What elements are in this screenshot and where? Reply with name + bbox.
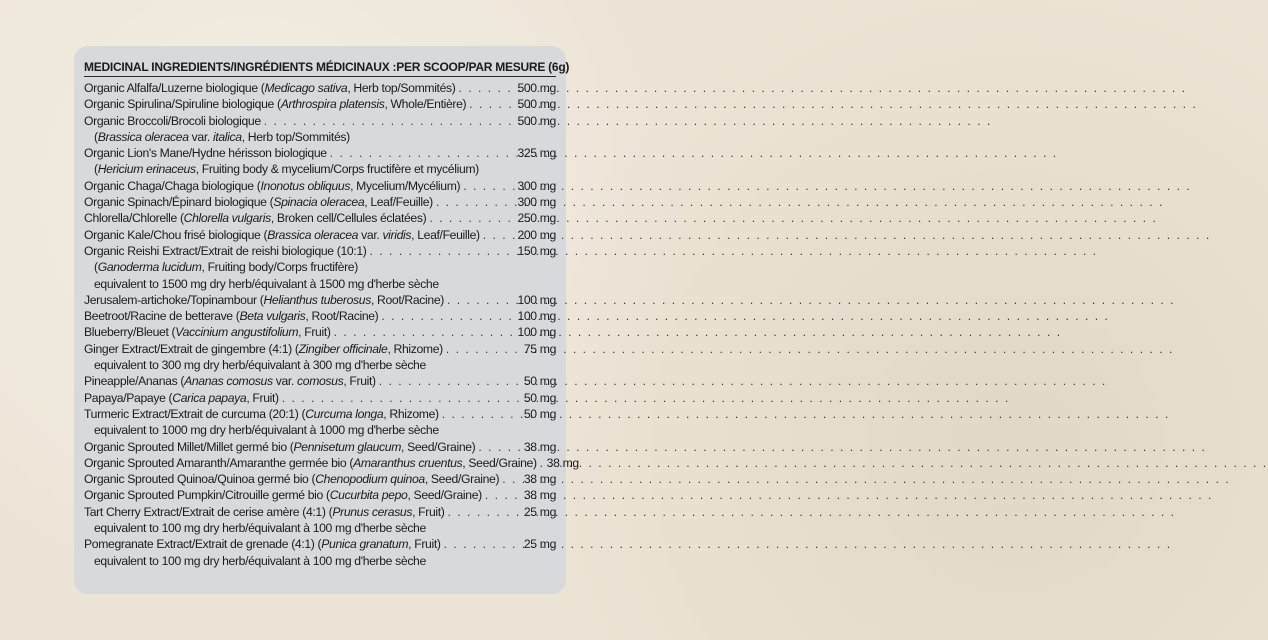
header-per-scoop-title: PER SCOOP/PAR MESURE (6g): [396, 60, 570, 74]
dot-leader: [448, 504, 521, 520]
ingredient-amount: 150 mg: [517, 243, 556, 258]
ingredient-text: equivalent to 1500 mg dry herb/équivalant à 1500 mg d'herbe sèche: [94, 276, 439, 291]
ingredient-amount: 300 mg: [517, 195, 556, 210]
ingredients-label-panel: [74, 46, 579, 594]
ingredient-amount: 50 mg: [523, 374, 556, 389]
ingredient-text: equivalent to 100 mg dry herb/équivalant à 100 mg d'herbe sèche: [94, 521, 426, 536]
latin-name: Cucurbita pepo: [329, 488, 408, 503]
ingredient-name: [84, 373, 376, 389]
ingredient-text: , Fruit): [343, 374, 376, 389]
ingredient-name: [84, 324, 331, 340]
ingredient-text: Organic Sprouted Amaranth/Amaranthe germée bio (: [84, 455, 354, 470]
ingredient-amount: 100 mg: [517, 309, 556, 324]
ingredient-name: [84, 406, 439, 422]
latin-name: Ananas comosus: [184, 374, 273, 389]
ingredient-amount: 50 mg: [523, 390, 556, 405]
ingredient-name: [84, 178, 460, 194]
dot-leader: [478, 439, 520, 455]
ingredient-text: , Leaf/Feuille): [411, 227, 480, 242]
ingredient-row: [84, 194, 556, 210]
ingredient-text: (: [94, 162, 98, 177]
ingredient-text: , Seed/Graine): [401, 439, 476, 454]
ingredient-row: [84, 96, 556, 112]
ingredient-amount: 200 mg: [517, 227, 556, 242]
dot-leader: [381, 308, 514, 324]
ingredient-text: Beetroot/Racine de betterave (: [84, 309, 240, 324]
ingredient-name: [84, 210, 426, 226]
ingredient-row: [84, 390, 556, 406]
dot-leader: [458, 80, 514, 96]
ingredient-text: Organic Lion's Mane/Hydne hérisson biologique: [84, 146, 327, 161]
ingredient-name: [84, 455, 537, 471]
ingredient-text: Blueberry/Bleuet (: [84, 325, 176, 340]
ingredient-amount: 25 mg: [523, 537, 556, 552]
ingredient-row: [84, 487, 556, 503]
latin-name: Hericium erinaceus: [97, 162, 196, 177]
ingredient-row: [84, 210, 556, 226]
ingredient-text: Pomegranate Extract/Extrait de grenade (4:1) (: [84, 537, 322, 552]
ingredient-name: [84, 96, 466, 112]
ingredient-amount: 500 mg: [517, 113, 556, 128]
latin-name: Curcuma longa: [305, 406, 384, 421]
latin-name: Brassica oleracea: [267, 227, 359, 242]
latin-name: Amaranthus cruentus: [353, 455, 463, 470]
ingredient-name: [84, 194, 433, 210]
ingredient-text: Organic Sprouted Millet/Millet germé bio (: [84, 439, 294, 454]
ingredient-name: [94, 357, 426, 373]
ingredient-text: , Fruit): [412, 504, 445, 519]
header-divider: [84, 76, 556, 77]
ingredient-name: [84, 227, 480, 243]
ingredient-row: [84, 373, 556, 389]
ingredient-continuation-line: [84, 276, 556, 292]
ingredient-row: [84, 227, 556, 243]
dot-leader: [540, 455, 544, 471]
ingredient-text: , Herb top/Sommités): [347, 81, 456, 95]
ingredient-row: [84, 243, 556, 259]
latin-name: comosus: [297, 374, 344, 389]
ingredient-text: , Fruit): [246, 390, 279, 405]
latin-name: Pennisetum glaucum: [293, 439, 402, 454]
ingredient-name: [94, 161, 479, 177]
ingredient-row: [84, 536, 556, 552]
latin-name: Chenopodium quinoa: [315, 472, 425, 487]
ingredient-continuation-line: [84, 129, 556, 145]
dot-leader: [447, 292, 514, 308]
ingredient-text: , Broken cell/Cellules éclatées): [270, 211, 427, 226]
latin-name: Zingiber officinale: [298, 341, 388, 356]
ingredient-amount: 25 mg: [523, 504, 556, 519]
dot-leader: [502, 471, 521, 487]
ingredient-text: Turmeric Extract/Extrait de curcuma (20:1) (: [84, 406, 306, 421]
latin-name: Vaccinium angustifolium: [175, 325, 299, 340]
ingredient-name: [84, 113, 261, 129]
ingredient-text: Organic Sprouted Quinoa/Quinoa germé bio (: [84, 472, 316, 487]
ingredient-text: Pineapple/Ananas (: [84, 374, 185, 389]
ingredient-name: [84, 308, 378, 324]
ingredient-amount: 500 mg: [517, 97, 556, 112]
latin-name: Arthrospira platensis: [280, 97, 385, 112]
dot-leader: [436, 194, 515, 210]
ingredient-amount: 38 mg: [523, 472, 556, 487]
ingredient-text: (: [94, 260, 98, 275]
header-ingredients-title: MEDICINAL INGREDIENTS/INGRÉDIENTS MÉDICINAUX :: [84, 60, 397, 74]
ingredient-text: equivalent to 300 mg dry herb/équivalant à 300 mg d'herbe sèche: [94, 358, 426, 373]
ingredient-text: Papaya/Papaye (: [84, 390, 173, 405]
ingredient-row: [84, 308, 556, 324]
ingredient-text: var.: [272, 374, 298, 389]
latin-name: Spinacia oleracea: [273, 195, 365, 210]
ingredient-text: Organic Broccoli/Brocoli biologique: [84, 113, 261, 128]
ingredient-name: [94, 520, 426, 536]
dot-leader: [485, 487, 521, 503]
dot-leader: [370, 243, 515, 259]
ingredient-amount: 38 mg: [523, 488, 556, 503]
ingredient-text: , Rhizome): [387, 341, 443, 356]
ingredient-continuation-line: [84, 422, 556, 438]
ingredient-name: [84, 243, 367, 259]
ingredient-text: Organic Chaga/Chaga biologique (: [84, 178, 261, 193]
ingredient-name: [94, 259, 358, 275]
ingredient-name: [94, 422, 439, 438]
latin-name: Punica granatum: [321, 537, 409, 552]
ingredient-text: Organic Sprouted Pumpkin/Citrouille germé bio (: [84, 488, 330, 503]
ingredient-text: , Seed/Graine): [407, 488, 482, 503]
ingredient-row: [84, 406, 556, 422]
ingredient-amount: 100 mg: [517, 292, 556, 307]
dot-leader: [334, 324, 515, 340]
table-header: [84, 56, 570, 74]
ingredient-text: , Leaf/Feuille): [364, 195, 433, 210]
ingredient-row: [84, 471, 556, 487]
latin-name: Prunus cerasus: [332, 504, 413, 519]
latin-name: Carica papaya: [172, 390, 247, 405]
ingredient-amount: 500 mg: [517, 81, 556, 95]
ingredient-amount: 50 mg: [523, 406, 556, 421]
ingredient-text: Organic Alfalfa/Luzerne biologique (: [84, 81, 265, 95]
ingredient-name: [84, 487, 482, 503]
ingredient-text: Chlorella/Chlorelle (: [84, 211, 184, 226]
dot-leader: [446, 341, 521, 357]
ingredient-list: [84, 80, 579, 569]
dot-leader: [379, 373, 521, 389]
ingredient-text: , Seed/Graine): [462, 455, 537, 470]
dot-leader: [442, 406, 521, 422]
ingredient-name: [84, 292, 444, 308]
ingredient-name: [84, 145, 327, 161]
ingredient-name: [84, 80, 455, 96]
latin-name: Brassica oleracea: [97, 129, 189, 144]
dot-leader: [469, 96, 514, 112]
ingredient-name: [84, 471, 499, 487]
ingredient-amount: 75 mg: [523, 341, 556, 356]
ingredient-text: Organic Spinach/Épinard biologique (: [84, 195, 274, 210]
ingredient-name: [94, 129, 350, 145]
ingredient-row: [84, 80, 556, 96]
ingredient-text: , Fruiting body & mycelium/Corps fructifère et mycélium): [195, 162, 479, 177]
ingredient-text: , Fruit): [408, 537, 441, 552]
ingredient-row: [84, 324, 556, 340]
ingredient-text: equivalent to 1000 mg dry herb/équivalant à 1000 mg d'herbe sèche: [94, 423, 439, 438]
ingredient-text: Organic Spirulina/Spiruline biologique (: [84, 97, 281, 112]
ingredient-continuation-line: [84, 161, 556, 177]
ingredient-name: [84, 439, 475, 455]
ingredient-text: Tart Cherry Extract/Extrait de cerise amère (4:1) (: [84, 504, 333, 519]
ingredient-text: , Root/Racine): [305, 309, 379, 324]
ingredient-text: Organic Reishi Extract/Extrait de reishi biologique (10:1): [84, 243, 367, 258]
ingredient-text: var.: [188, 129, 213, 144]
ingredient-amount: 325 mg: [517, 146, 556, 161]
ingredient-amount: 250 mg: [517, 211, 556, 226]
ingredient-text: , Fruit): [298, 325, 331, 340]
dot-leader: [429, 210, 514, 226]
ingredient-text: , Mycelium/Mycélium): [350, 178, 461, 193]
ingredient-amount: 100 mg: [517, 325, 556, 340]
dot-leader: [282, 390, 521, 406]
ingredient-continuation-line: [84, 520, 556, 536]
ingredient-amount: 38 mg: [546, 455, 579, 470]
dot-leader: [330, 145, 515, 161]
latin-name: italica: [212, 129, 242, 144]
ingredient-text: , Seed/Graine): [424, 472, 500, 487]
latin-name: Ganoderma lucidum: [97, 260, 202, 275]
ingredient-continuation-line: [84, 357, 556, 373]
latin-name: Beta vulgaris: [239, 309, 306, 324]
ingredient-name: [84, 390, 279, 406]
ingredient-text: var.: [358, 227, 383, 242]
ingredient-text: , Root/Racine): [370, 292, 444, 307]
dot-leader: [463, 178, 514, 194]
dot-leader: [483, 227, 515, 243]
ingredient-row: [84, 341, 556, 357]
ingredient-text: , Whole/Entière): [384, 97, 467, 112]
ingredient-name: [94, 276, 439, 292]
ingredient-amount: 300 mg: [517, 178, 556, 193]
ingredient-text: , Rhizome): [383, 406, 439, 421]
ingredient-row: [84, 292, 556, 308]
ingredient-name: [94, 553, 426, 569]
ingredient-name: [84, 504, 445, 520]
ingredient-text: , Herb top/Sommités): [241, 129, 350, 144]
ingredient-row: [84, 455, 579, 471]
ingredient-row: [84, 178, 556, 194]
latin-name: Chlorella vulgaris: [183, 211, 271, 226]
ingredient-text: Jerusalem-artichoke/Topinambour (: [84, 292, 264, 307]
ingredient-continuation-line: [84, 553, 556, 569]
latin-name: viridis: [382, 227, 412, 242]
ingredient-row: [84, 145, 556, 161]
ingredient-continuation-line: [84, 259, 556, 275]
ingredient-text: Organic Kale/Chou frisé biologique (: [84, 227, 268, 242]
ingredient-row: [84, 113, 556, 129]
ingredient-row: [84, 439, 556, 455]
ingredient-text: Ginger Extract/Extrait de gingembre (4:1) (: [84, 341, 299, 356]
latin-name: Medicago sativa: [264, 81, 348, 95]
ingredient-name: [84, 536, 441, 552]
ingredient-text: , Fruiting body/Corps fructifère): [201, 260, 358, 275]
dot-leader: [264, 113, 515, 129]
latin-name: Helianthus tuberosus: [263, 292, 371, 307]
ingredient-row: [84, 504, 556, 520]
ingredient-text: equivalent to 100 mg dry herb/équivalant à 100 mg d'herbe sèche: [94, 553, 426, 568]
ingredient-text: (: [94, 129, 98, 144]
ingredient-amount: 38 mg: [523, 439, 556, 454]
ingredient-name: [84, 341, 443, 357]
latin-name: Inonotus obliquus: [260, 178, 351, 193]
dot-leader: [444, 536, 521, 552]
